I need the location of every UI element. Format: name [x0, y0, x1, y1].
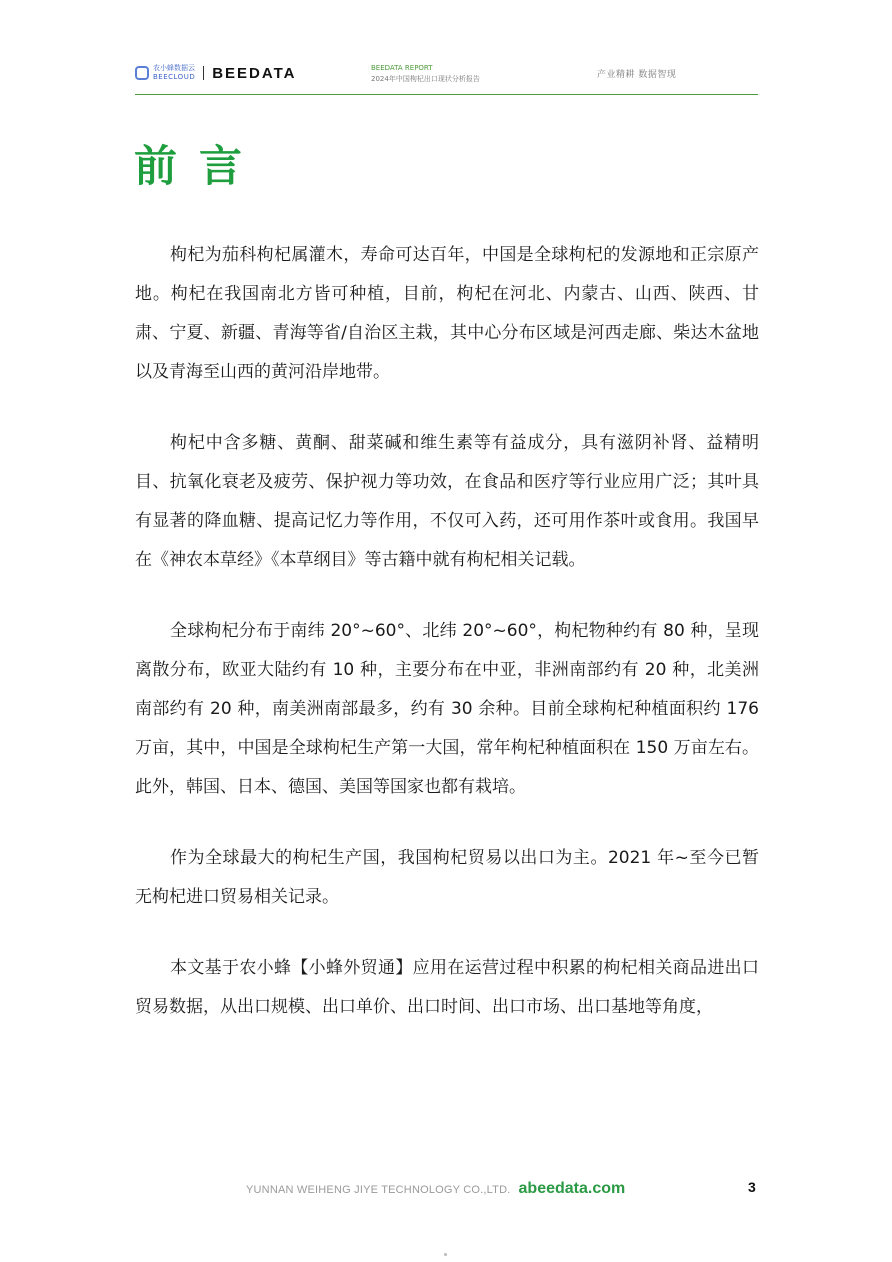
paragraph: 枸杞为茄科枸杞属灌木，寿命可达百年，中国是全球枸杞的发源地和正宗原产地。枸杞在我国南北方皆可种植，目前，枸杞在河北、内蒙古、山西、陕西、甘肃、宁夏、新疆、青海等省/自治区主栽，其中心分布区域是河西走廊、柴达木盆地以及青海至山西的黄河沿岸地带。 — [135, 245, 759, 382]
header-slogan: 产业精耕 数据智现 — [597, 70, 677, 80]
page-footer — [246, 1180, 625, 1198]
report-label: BEEDATA REPORT — [371, 64, 433, 72]
beedata-brand: BEEDATA — [212, 64, 297, 82]
beecloud-logo-text — [153, 64, 195, 82]
bottom-dot — [444, 1253, 447, 1256]
footer-company: YUNNAN WEIHENG JIYE TECHNOLOGY CO.,LTD. — [246, 1184, 511, 1196]
page-header — [135, 58, 758, 95]
body-text — [135, 236, 759, 1059]
paragraph: 作为全球最大的枸杞生产国，我国枸杞贸易以出口为主。2021 年~至今已暂无枸杞进口贸易相关记录。 — [135, 848, 759, 907]
beecloud-logo — [135, 64, 297, 82]
logo-cn: 农小蜂数据云 — [153, 64, 195, 72]
footer-website: abeedata.com — [518, 1180, 626, 1197]
beecloud-logo-icon — [135, 66, 149, 80]
paragraph: 枸杞中含多糖、黄酮、甜菜碱和维生素等有益成分，具有滋阴补肾、益精明目、抗氧化衰老及疲劳、保护视力等功效，在食品和医疗等行业应用广泛；其叶具有显著的降血糖、提高记忆力等作用，不仅可入药，还可用作茶叶或食用。我国早在《神农本草经》《本草纲目》等古籍中就有枸杞相关记载。 — [135, 433, 759, 570]
paragraph: 全球枸杞分布于南纬 20°~60°、北纬 20°~60°，枸杞物种约有 80 种，呈现离散分布，欧亚大陆约有 10 种，主要分布在中亚，非洲南部约有 20 种，北美洲南部约有 20 种，南美洲南部最多，约有 30 余种。目前全球枸杞种植面积约 176 万亩，其中，中国是全球枸杞生产第一大国，常年枸杞种植面积在 150 万亩左右。此外，韩国、日本、德国、美国等国家也都有栽培。 — [135, 621, 759, 797]
page-number: 3 — [748, 1179, 756, 1195]
report-subtitle: 2024年中国枸杞出口现状分析报告 — [371, 75, 480, 83]
logo-divider — [203, 66, 204, 80]
page-title: 前言 — [134, 142, 264, 192]
logo-en: BEECLOUD — [153, 73, 196, 81]
report-meta — [371, 63, 480, 85]
paragraph: 本文基于农小蜂【小蜂外贸通】应用在运营过程中积累的枸杞相关商品进出口贸易数据，从出口规模、出口单价、出口时间、出口市场、出口基地等角度， — [135, 958, 759, 1017]
